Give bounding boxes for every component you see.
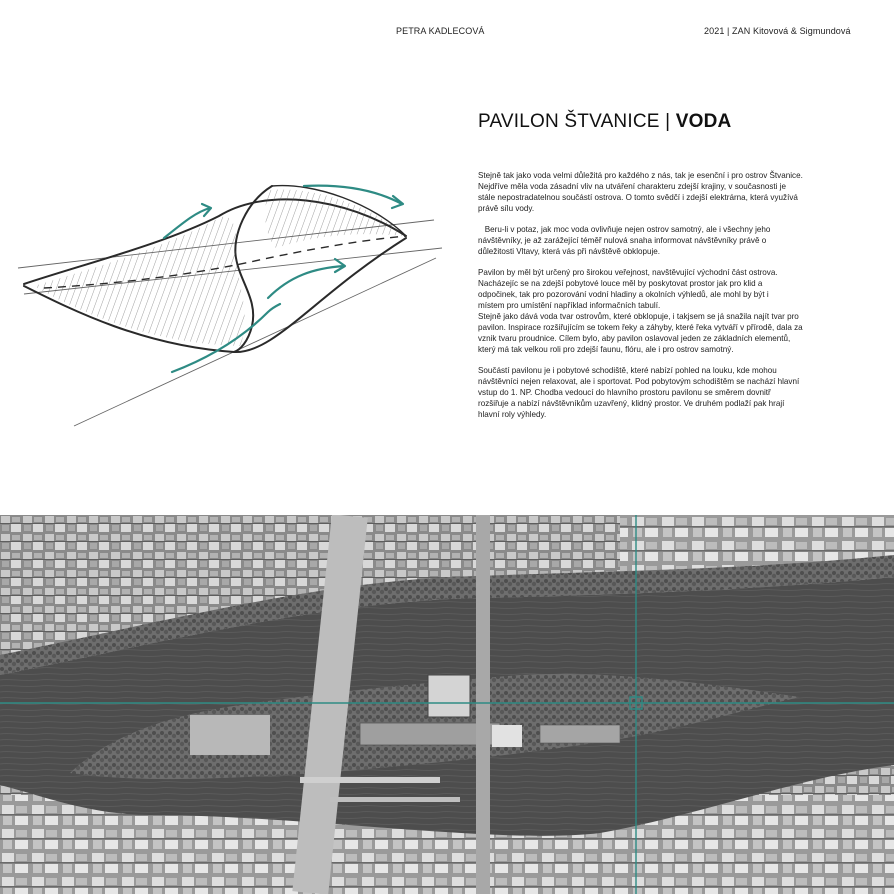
text-line: hlavní roly výhledy.	[478, 409, 547, 419]
pavilion-sketch	[14, 176, 446, 432]
text-line: vznik tvaru proudnice. Cílem bylo, aby pavilon oslavoval jeden ze základních elementů,	[478, 333, 791, 343]
lock-channel	[300, 777, 440, 783]
paragraph-3	[478, 268, 842, 355]
author-name: PETRA KADLECOVÁ	[396, 26, 485, 36]
page-title	[478, 111, 731, 133]
paragraph-2	[478, 225, 842, 258]
text-line: rozšiřuje a nabízí návštěvníkům uzavřený, klidný prostor. Ve druhém podlaží pak hrají	[478, 398, 785, 408]
text-line: Stejně jako dává voda tvar ostrovům, které obklopuje, i takjsem se já snažila najít tvar pro	[478, 311, 799, 321]
text-line: vstup do 1. NP. Chodba vedoucí do hlavního prostoru pavilonu se směrem dovnitř	[478, 387, 771, 397]
text-line: Stejně tak jako voda velmi důležitá pro každého z nás, tak je esenční i pro ostrov Štvanice.	[478, 171, 803, 180]
flow-arrow-middle	[268, 266, 344, 298]
text-line: který má tak velkou roli pro zdejší faunu, flóru, ale i pro ostrov samotný.	[478, 344, 734, 354]
lock-channel-2	[330, 797, 460, 802]
text-line: stále nepostradatelnou součástí ostrova. O tomto svědčí i zdejší elektrárna, která využívá	[478, 192, 798, 202]
text-line: Nacházejíc se na zdejší pobytové louce měl by poskytovat prostor jak pro klid a	[478, 279, 763, 289]
text-line: návštěvníky, je až zarážející téměř nulová snaha informovat návštěvníky právě o	[478, 236, 767, 246]
railway-bridge	[476, 515, 490, 894]
text-line: návštěvníci nejen relaxovat, ale i sportovat. Pod pobytovým schodištěm se nachází hlavní	[478, 377, 800, 386]
island-park-west	[190, 715, 270, 755]
studio-credit: 2021 | ZAN Kitovová & Sigmundová	[704, 26, 851, 36]
island-sports-hall	[492, 725, 522, 747]
paragraph-4	[478, 366, 842, 421]
paragraph-1	[478, 171, 842, 215]
text-line: Součástí pavilonu je i pobytové schodiště, které nabízí pohled na louku, kde mohou	[478, 366, 777, 376]
title-main: PAVILON ŠTVANICE |	[478, 111, 676, 132]
body-text	[478, 171, 842, 431]
text-line: Nejdříve měla voda zásadní vliv na utváření charakteru zdejší krajiny, v současnosti je	[478, 181, 787, 191]
aerial-map	[0, 515, 894, 894]
text-line: pavilon. Inspirace rozšiřujícím se tokem řeky a záhyby, které řeka vytváří v přírodě, dala za	[478, 322, 803, 332]
island-court-east	[540, 725, 620, 743]
text-line: Beru-li v potaz, jak moc voda ovlivňuje nejen ostrov samotný, ale i všechny jeho	[478, 225, 771, 235]
tennis-stadium	[428, 675, 470, 717]
title-emphasis: VODA	[675, 111, 732, 132]
sketch-hatching	[34, 189, 404, 346]
text-line: Pavilon by měl být určený pro širokou veřejnost, navštěvující východní část ostrova.	[478, 268, 778, 278]
text-line: důležitosti Vltavy, která vás při návštěvě obklopuje.	[478, 246, 661, 256]
text-line: místem pro umístění například informačních tabulí.	[478, 301, 661, 311]
text-line: odpočinek, tak pro pozorování vodní hladiny a okolních výhledů, ale mohl by být i	[478, 290, 769, 300]
text-line: právě sílu vody.	[478, 203, 535, 213]
